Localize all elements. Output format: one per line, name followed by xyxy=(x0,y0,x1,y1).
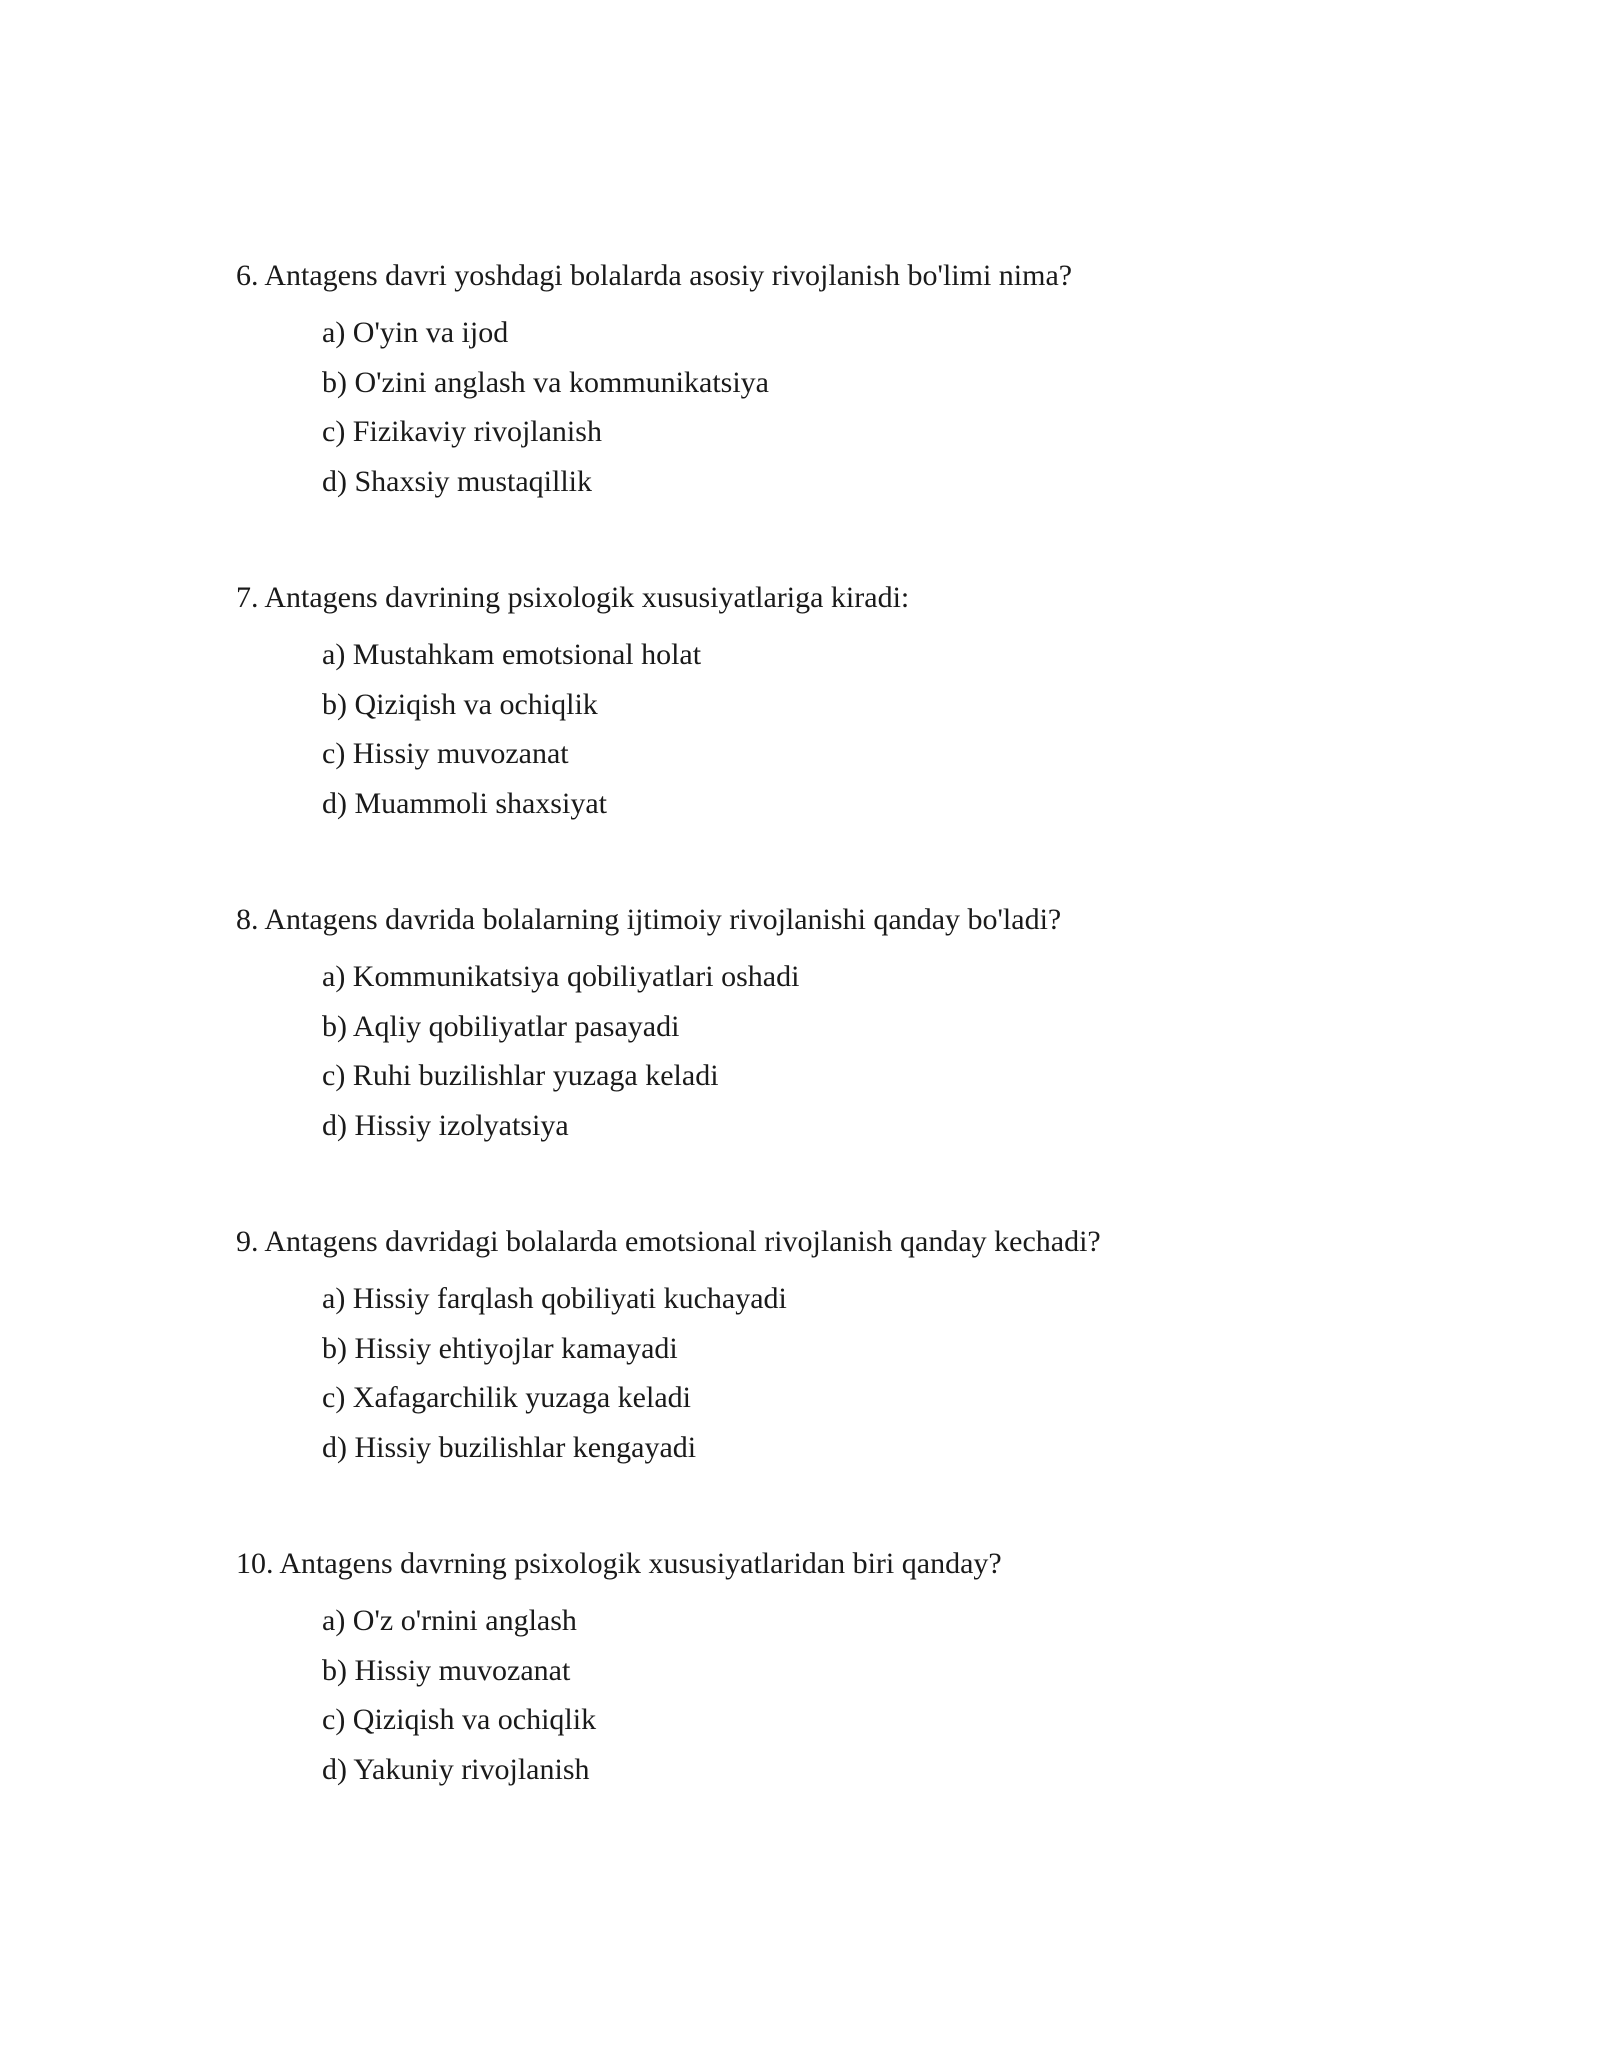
answer-option-c: c) Hissiy muvozanat xyxy=(322,737,569,770)
answer-options xyxy=(322,1281,1522,1479)
answer-options xyxy=(322,637,1522,835)
answer-option-b: b) Hissiy ehtiyojlar kamayadi xyxy=(322,1331,678,1365)
answer-option-b: b) Qiziqish va ochiqlik xyxy=(322,687,598,721)
answer-option-c: c) Qiziqish va ochiqlik xyxy=(322,1703,597,1736)
answer-option-d: d) Hissiy buzilishlar kengayadi xyxy=(322,1430,697,1464)
question-8 xyxy=(236,902,1436,1142)
answer-option-b: b) O'zini anglash va kommunikatsiya xyxy=(322,365,769,399)
answer-option-d: d) Shaxsiy mustaqillik xyxy=(322,464,592,498)
question-text: 8. Antagens davrida bolalarning ijtimoiy rivojlanishi qanday bo'ladi? xyxy=(236,903,1062,936)
answer-option-a: a) Kommunikatsiya qobiliyatlari oshadi xyxy=(322,960,800,993)
answer-option-d: d) Muammoli shaxsiyat xyxy=(322,786,607,820)
answer-option-a: a) Mustahkam emotsional holat xyxy=(322,638,702,671)
answer-options xyxy=(322,315,1522,513)
answer-option-c: c) Ruhi buzilishlar yuzaga keladi xyxy=(322,1059,719,1092)
answer-option-b: b) Aqliy qobiliyatlar pasayadi xyxy=(322,1009,680,1043)
question-6 xyxy=(236,258,1436,498)
answer-option-d: d) Hissiy izolyatsiya xyxy=(322,1108,569,1142)
answer-option-a: a) O'z o'rnini anglash xyxy=(322,1604,577,1637)
question-text: 6. Antagens davri yoshdagi bolalarda asosiy rivojlanish bo'limi nima? xyxy=(236,259,1073,292)
answer-option-d: d) Yakuniy rivojlanish xyxy=(322,1752,590,1786)
answer-options xyxy=(322,959,1522,1157)
answer-option-b: b) Hissiy muvozanat xyxy=(322,1653,571,1687)
answer-option-a: a) Hissiy farqlash qobiliyati kuchayadi xyxy=(322,1282,787,1315)
answer-options xyxy=(322,1603,1522,1801)
question-9 xyxy=(236,1224,1436,1464)
question-text: 9. Antagens davridagi bolalarda emotsional rivojlanish qanday kechadi? xyxy=(236,1225,1101,1258)
question-text: 7. Antagens davrining psixologik xususiyatlariga kiradi: xyxy=(236,581,910,614)
answer-option-c: c) Xafagarchilik yuzaga keladi xyxy=(322,1381,691,1414)
question-7 xyxy=(236,580,1436,820)
answer-option-c: c) Fizikaviy rivojlanish xyxy=(322,415,602,448)
answer-option-a: a) O'yin va ijod xyxy=(322,316,509,349)
question-text: 10. Antagens davrning psixologik xususiyatlaridan biri qanday? xyxy=(236,1547,1002,1580)
question-10 xyxy=(236,1546,1436,1786)
